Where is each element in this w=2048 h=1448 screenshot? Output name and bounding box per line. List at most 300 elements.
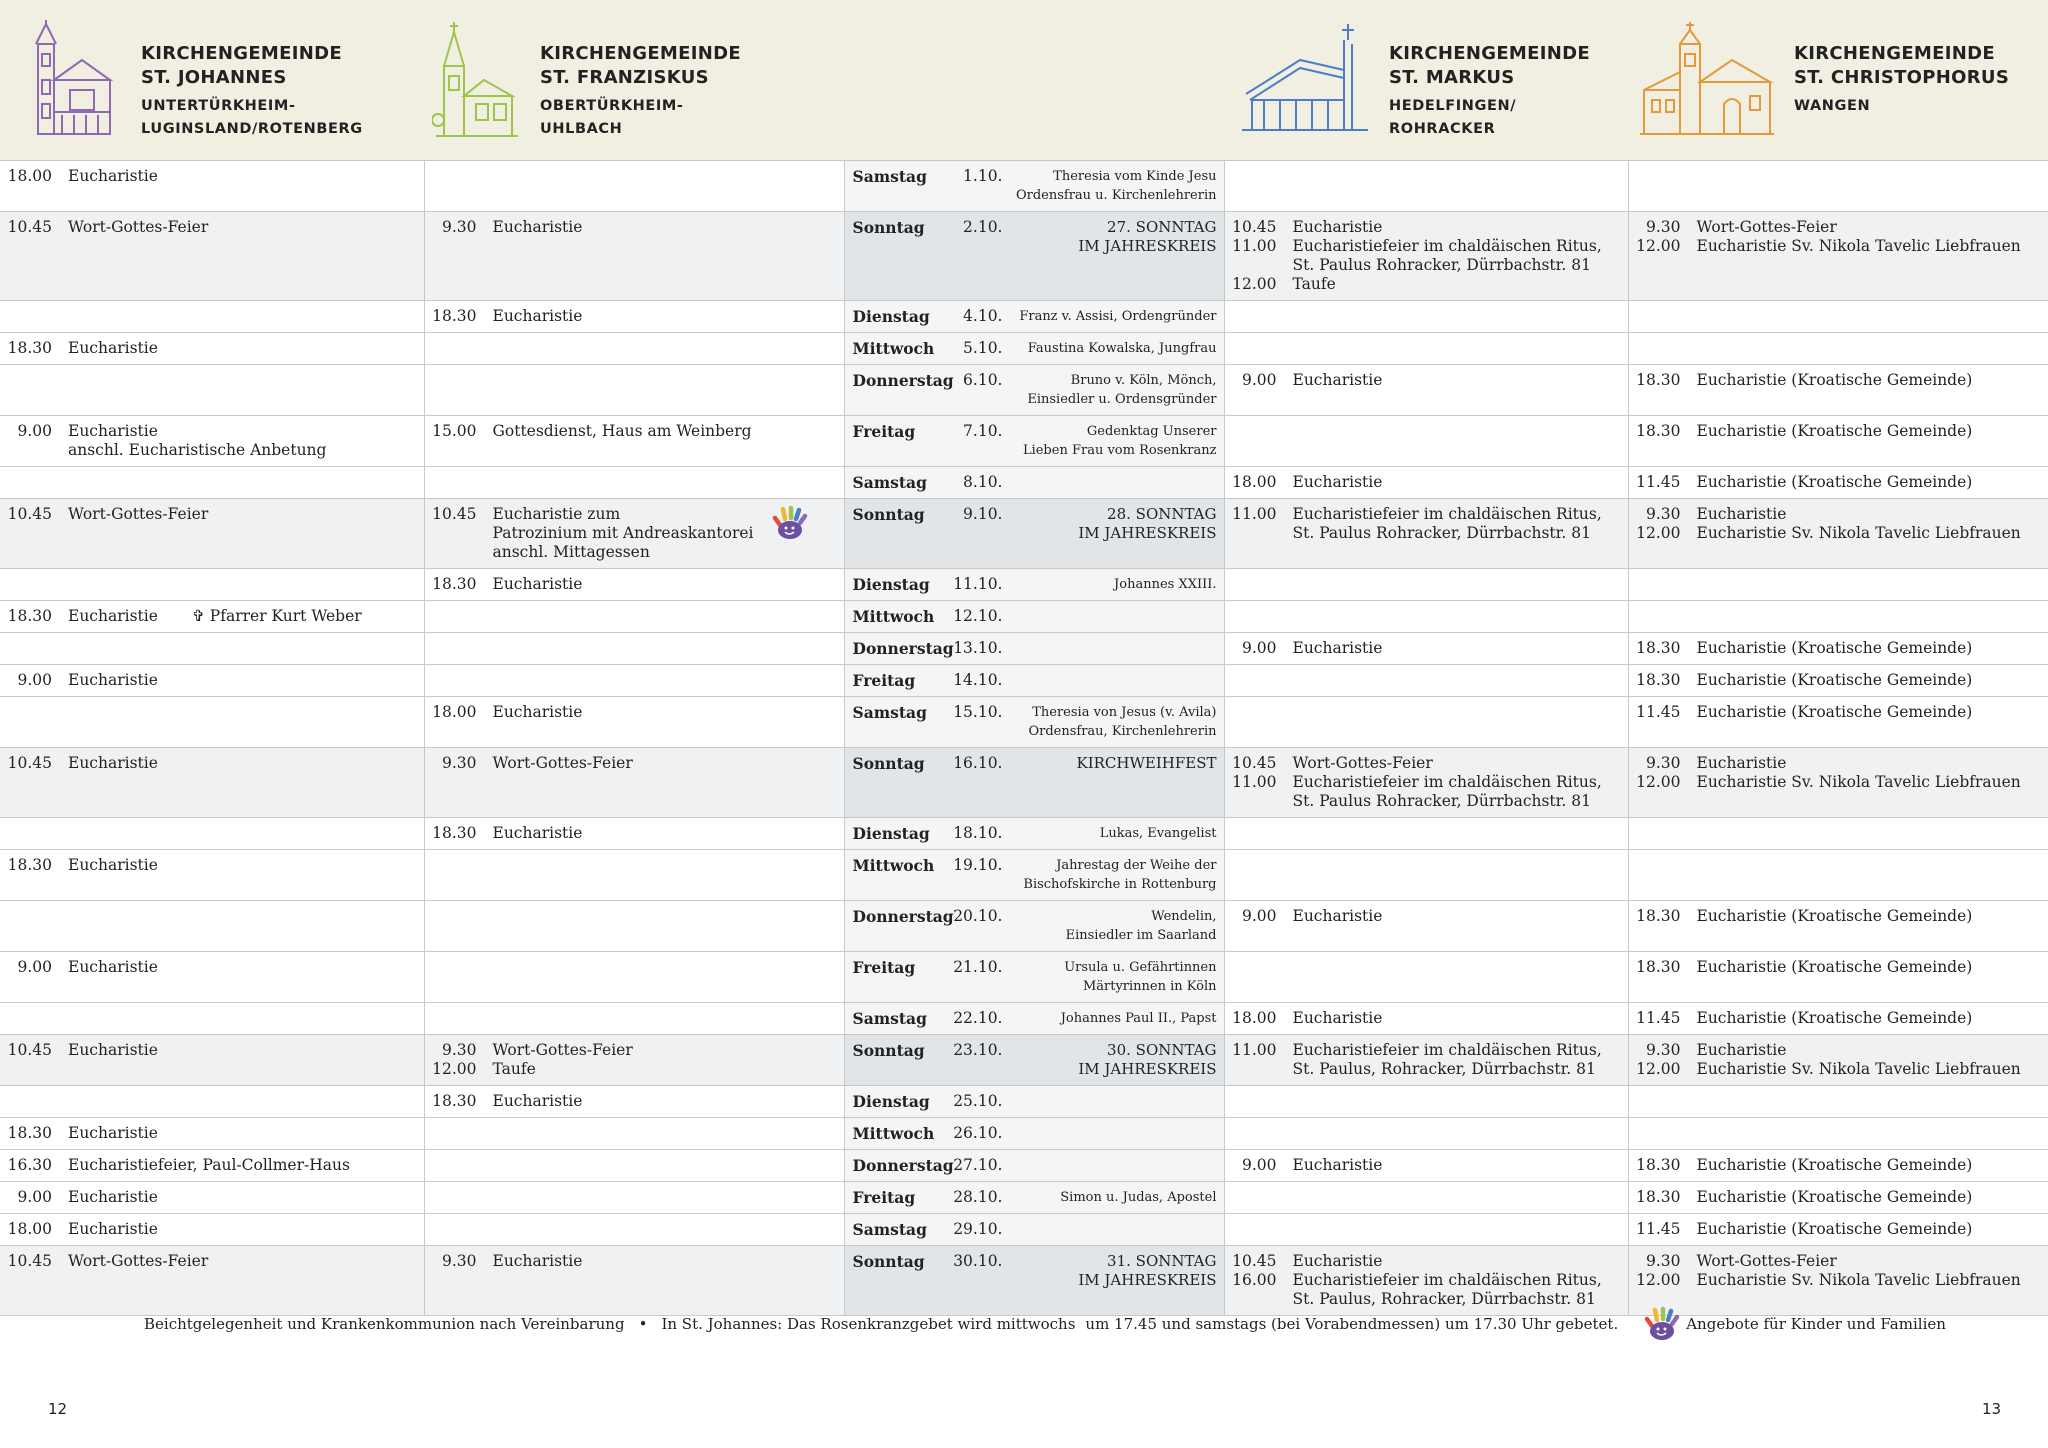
- event-item: [431, 1041, 838, 1060]
- events-johannes: [0, 697, 424, 748]
- event-time: 18.30: [1636, 371, 1681, 389]
- feast-day: [1003, 1124, 1224, 1143]
- schedule-row: [0, 818, 2048, 850]
- event-description: Gottesdienst, Haus am Weinberg: [492, 422, 752, 440]
- schedule-row: [0, 1246, 2048, 1316]
- events-markus: [1224, 1003, 1628, 1035]
- events-markus: [1224, 748, 1628, 818]
- schedule-row: [0, 333, 2048, 365]
- event-time: 11.00: [1232, 1041, 1277, 1059]
- events-christophorus: [1628, 212, 2048, 301]
- parish-name: ST. JOHANNES: [141, 67, 287, 88]
- events-christophorus: [1628, 1003, 2048, 1035]
- parish-title: KIRCHENGEMEINDE: [141, 43, 342, 64]
- date: 7.10.: [963, 422, 1003, 440]
- day-cell: [844, 901, 1224, 952]
- schedule-row: [0, 633, 2048, 665]
- event-description: Eucharistie Sv. Nikola Tavelic Liebfrauen: [1696, 1060, 2021, 1078]
- event-time: 18.30: [1636, 671, 1681, 689]
- hand-icon: [772, 505, 808, 541]
- events-christophorus: [1628, 301, 2048, 333]
- parish-district-2: ROHRACKER: [1389, 121, 1496, 137]
- event-time: 18.30: [1636, 958, 1681, 976]
- events-franziskus: [424, 1086, 844, 1118]
- event-description: Eucharistie: [68, 1124, 158, 1142]
- events-franziskus: [424, 818, 844, 850]
- event-item: [6, 607, 418, 626]
- event-item: [6, 1252, 418, 1271]
- events-markus: [1224, 1035, 1628, 1086]
- events-johannes: [0, 601, 424, 633]
- date: 14.10.: [953, 671, 1003, 689]
- hand-icon: [1644, 1306, 1680, 1342]
- parish-district-2: LUGINSLAND/ROTENBERG: [141, 121, 363, 137]
- event-time: 9.30: [1645, 754, 1681, 772]
- event-time: 18.00: [432, 703, 477, 721]
- day-cell: [844, 818, 1224, 850]
- event-description: Eucharistie: [1292, 218, 1383, 236]
- schedule-row: [0, 467, 2048, 499]
- weekday: Mittwoch: [852, 607, 935, 626]
- event-item: [1635, 473, 2043, 492]
- day-cell: [844, 212, 1224, 301]
- event-item: [1231, 907, 1622, 926]
- event-item: [6, 754, 418, 773]
- date: 1.10.: [963, 167, 1003, 185]
- event-item: [1231, 1041, 1622, 1079]
- event-item: [1635, 1156, 2043, 1175]
- events-christophorus: [1628, 1035, 2048, 1086]
- parish-district: UNTERTÜRKHEIM-: [141, 98, 296, 114]
- feast-day: Gedenktag Unserer Lieben Frau vom Rosenkranz: [1022, 424, 1217, 458]
- event-item: [6, 167, 418, 186]
- event-item: [6, 505, 418, 524]
- date: 13.10.: [953, 639, 1003, 657]
- events-christophorus: [1628, 665, 2048, 697]
- event-item: [1231, 237, 1622, 275]
- events-markus: [1224, 467, 1628, 499]
- date: 28.10.: [953, 1188, 1003, 1206]
- event-item: [1231, 1252, 1622, 1271]
- events-johannes: [0, 850, 424, 901]
- schedule-table: [0, 161, 2048, 1316]
- event-item: [1635, 754, 2043, 773]
- event-description: Eucharistiefeier im chaldäischen Ritus, St. Paulus, Rohracker, Dürrbachstr. 81: [1292, 1271, 1602, 1308]
- events-christophorus: [1628, 1246, 2048, 1316]
- event-description: Eucharistie (Kroatische Gemeinde): [1696, 1156, 1973, 1174]
- event-item: [1635, 218, 2043, 237]
- events-christophorus: [1628, 365, 2048, 416]
- event-item: [1635, 639, 2043, 658]
- event-description: Eucharistiefeier im chaldäischen Ritus, St. Paulus Rohracker, Dürrbachstr. 81: [1292, 505, 1602, 542]
- events-christophorus: [1628, 569, 2048, 601]
- day-cell: [844, 467, 1224, 499]
- header: [0, 0, 2048, 161]
- event-time: 18.00: [1232, 473, 1277, 491]
- parish-district-2: UHLBACH: [540, 121, 623, 137]
- date: 2.10.: [963, 218, 1003, 236]
- feast-day: [1003, 473, 1224, 492]
- events-johannes: [0, 333, 424, 365]
- feast-day: Simon u. Judas, Apostel: [1060, 1190, 1217, 1205]
- event-description: Eucharistie: [1696, 754, 1787, 772]
- event-time: 9.00: [1241, 1156, 1277, 1174]
- event-time: 9.00: [1241, 371, 1277, 389]
- event-item: [6, 856, 418, 875]
- event-description: Eucharistie Sv. Nikola Tavelic Liebfrauen: [1696, 524, 2021, 542]
- events-johannes: [0, 416, 424, 467]
- event-item: [431, 422, 838, 441]
- memorial-note: ✞ Pfarrer Kurt Weber: [191, 607, 362, 625]
- event-description: Eucharistie: [1292, 1009, 1383, 1027]
- date: 15.10.: [953, 703, 1003, 721]
- events-christophorus: [1628, 818, 2048, 850]
- event-description: Eucharistie: [1292, 473, 1383, 491]
- event-item: [1635, 958, 2043, 977]
- event-description: Eucharistie: [492, 218, 583, 236]
- event-item: [1635, 773, 2043, 792]
- event-description: Eucharistie (Kroatische Gemeinde): [1696, 473, 1973, 491]
- event-description: Eucharistie: [1292, 1252, 1383, 1270]
- events-franziskus: [424, 467, 844, 499]
- events-christophorus: [1628, 748, 2048, 818]
- event-description: Eucharistie: [1292, 639, 1383, 657]
- feast-day: Bruno v. Köln, Mönch, Einsiedler u. Ordensgründer: [1027, 373, 1217, 407]
- event-time: 11.45: [1636, 473, 1681, 491]
- events-markus: [1224, 212, 1628, 301]
- footnote-separator: •: [638, 1315, 648, 1333]
- page-number-right: 13: [1982, 1400, 2002, 1418]
- events-johannes: [0, 212, 424, 301]
- parish-name: ST. FRANZISKUS: [540, 67, 709, 88]
- event-item: [1231, 275, 1622, 294]
- event-description: Eucharistiefeier im chaldäischen Ritus, St. Paulus, Rohracker, Dürrbachstr. 81: [1292, 1041, 1602, 1078]
- weekday: Freitag: [852, 422, 916, 441]
- event-time: 16.30: [7, 1156, 52, 1174]
- events-markus: [1224, 697, 1628, 748]
- date: 26.10.: [953, 1124, 1003, 1142]
- events-franziskus: [424, 1246, 844, 1316]
- date: 18.10.: [953, 824, 1003, 842]
- day-cell: [844, 601, 1224, 633]
- weekday: Samstag: [852, 1009, 927, 1028]
- events-markus: [1224, 365, 1628, 416]
- event-time: 12.00: [1636, 773, 1681, 791]
- parish-title: KIRCHENGEMEINDE: [1389, 43, 1590, 64]
- feast-day: Franz v. Assisi, Ordengründer: [1019, 309, 1217, 324]
- feast-day: Johannes XXIII.: [1114, 577, 1217, 592]
- event-item: [1635, 1060, 2043, 1079]
- event-item: [1635, 1252, 2043, 1271]
- weekday: Donnerstag: [852, 907, 954, 926]
- events-christophorus: [1628, 850, 2048, 901]
- schedule-row: [0, 1214, 2048, 1246]
- schedule-row: [0, 1118, 2048, 1150]
- event-time: 9.30: [1645, 505, 1681, 523]
- event-item: [6, 1188, 418, 1207]
- event-description: Eucharistie: [68, 671, 158, 689]
- page-number-left: 12: [48, 1400, 68, 1418]
- weekday: Sonntag: [852, 218, 925, 237]
- feast-day: 31. SONNTAG IM JAHRESKREIS: [1078, 1252, 1217, 1289]
- event-item: [431, 1060, 838, 1079]
- events-christophorus: [1628, 416, 2048, 467]
- events-markus: [1224, 1118, 1628, 1150]
- event-item: [6, 422, 418, 460]
- day-cell: [844, 748, 1224, 818]
- weekday: Samstag: [852, 1220, 927, 1239]
- feast-day: [1003, 1092, 1224, 1111]
- event-time: 18.00: [7, 1220, 52, 1238]
- event-time: 10.45: [7, 1252, 52, 1270]
- event-item: [1635, 422, 2043, 441]
- event-description: Eucharistie: [68, 339, 158, 357]
- church-icon: [432, 20, 522, 142]
- event-item: [6, 1041, 418, 1060]
- events-christophorus: [1628, 1214, 2048, 1246]
- weekday: Samstag: [852, 167, 927, 186]
- event-description: Eucharistie (Kroatische Gemeinde): [1696, 371, 1973, 389]
- event-time: 9.00: [17, 671, 52, 689]
- event-time: 18.30: [432, 575, 477, 593]
- day-cell: [844, 365, 1224, 416]
- event-description: Taufe: [1292, 275, 1336, 293]
- events-johannes: [0, 1182, 424, 1214]
- events-franziskus: [424, 633, 844, 665]
- event-description: Eucharistie zum Patrozinium mit Andreaskantorei anschl. Mittagessen: [492, 505, 754, 561]
- parish-title: KIRCHENGEMEINDE: [540, 43, 741, 64]
- event-item: [6, 671, 418, 690]
- schedule-row: [0, 161, 2048, 212]
- events-franziskus: [424, 748, 844, 818]
- weekday: Dienstag: [852, 824, 930, 843]
- weekday: Freitag: [852, 958, 916, 977]
- event-description: Wort-Gottes-Feier: [492, 754, 633, 772]
- event-time: 11.45: [1636, 1009, 1681, 1027]
- feast-day: Theresia von Jesus (v. Avila) Ordensfrau, Kirchenlehrerin: [1028, 705, 1217, 739]
- events-franziskus: [424, 212, 844, 301]
- day-cell: [844, 1182, 1224, 1214]
- events-johannes: [0, 1214, 424, 1246]
- footnote-kids: Angebote für Kinder und Familien: [1686, 1315, 1946, 1333]
- event-item: [431, 1252, 838, 1271]
- events-johannes: [0, 467, 424, 499]
- feast-day: Ursula u. Gefährtinnen Märtyrinnen in Köln: [1064, 960, 1217, 994]
- event-item: [1635, 237, 2043, 256]
- event-time: 16.00: [1232, 1271, 1277, 1289]
- events-franziskus: [424, 499, 844, 569]
- feast-day: [1003, 671, 1224, 690]
- feast-day: Johannes Paul II., Papst: [1060, 1011, 1217, 1026]
- date: 4.10.: [963, 307, 1003, 325]
- event-item: [431, 703, 838, 722]
- event-time: 10.45: [432, 505, 477, 523]
- schedule-row: [0, 569, 2048, 601]
- events-markus: [1224, 1150, 1628, 1182]
- schedule-row: [0, 697, 2048, 748]
- event-time: 18.30: [7, 1124, 52, 1142]
- footnote-confession: Beichtgelegenheit und Krankenkommunion nach Vereinbarung: [144, 1315, 625, 1333]
- event-time: 11.00: [1232, 237, 1277, 255]
- event-item: [431, 307, 838, 326]
- date: 21.10.: [953, 958, 1003, 976]
- event-time: 10.45: [7, 1041, 52, 1059]
- feast-day: Faustina Kowalska, Jungfrau: [1027, 341, 1217, 356]
- events-christophorus: [1628, 901, 2048, 952]
- events-franziskus: [424, 1003, 844, 1035]
- events-markus: [1224, 601, 1628, 633]
- events-johannes: [0, 748, 424, 818]
- event-item: [6, 1124, 418, 1143]
- day-cell: [844, 569, 1224, 601]
- event-item: [1635, 505, 2043, 524]
- event-description: Eucharistiefeier, Paul-Collmer-Haus: [68, 1156, 350, 1174]
- schedule-row: [0, 416, 2048, 467]
- day-cell: [844, 633, 1224, 665]
- events-christophorus: [1628, 333, 2048, 365]
- day-cell: [844, 952, 1224, 1003]
- event-description: Wort-Gottes-Feier: [1292, 754, 1433, 772]
- event-item: [1231, 218, 1622, 237]
- day-cell: [844, 1035, 1224, 1086]
- day-cell: [844, 1214, 1224, 1246]
- event-description: Eucharistie Sv. Nikola Tavelic Liebfrauen: [1696, 773, 2021, 791]
- events-johannes: [0, 301, 424, 333]
- feast-day: 28. SONNTAG IM JAHRESKREIS: [1078, 505, 1217, 542]
- weekday: Sonntag: [852, 1041, 925, 1060]
- events-johannes: [0, 1246, 424, 1316]
- events-christophorus: [1628, 601, 2048, 633]
- parish-district: OBERTÜRKHEIM-: [540, 98, 684, 114]
- event-time: 12.00: [432, 1060, 477, 1078]
- event-description: Eucharistie (Kroatische Gemeinde): [1696, 703, 1973, 721]
- event-time: 10.45: [7, 218, 52, 236]
- event-item: [431, 218, 838, 237]
- date: 22.10.: [953, 1009, 1003, 1027]
- events-franziskus: [424, 901, 844, 952]
- date: 23.10.: [953, 1041, 1003, 1059]
- event-item: [1635, 524, 2043, 543]
- footnote: [144, 1306, 1946, 1342]
- events-franziskus: [424, 665, 844, 697]
- event-description: Wort-Gottes-Feier: [68, 1252, 209, 1270]
- event-time: 12.00: [1636, 524, 1681, 542]
- event-item: [1635, 671, 2043, 690]
- event-item: [1635, 371, 2043, 390]
- event-item: [431, 575, 838, 594]
- event-item: [1231, 1156, 1622, 1175]
- weekday: Mittwoch: [852, 1124, 935, 1143]
- events-markus: [1224, 665, 1628, 697]
- events-christophorus: [1628, 1118, 2048, 1150]
- events-franziskus: [424, 1150, 844, 1182]
- events-markus: [1224, 1214, 1628, 1246]
- feast-day: [1003, 1220, 1224, 1239]
- schedule-row: [0, 1003, 2048, 1035]
- events-markus: [1224, 1182, 1628, 1214]
- events-christophorus: [1628, 633, 2048, 665]
- weekday: Sonntag: [852, 754, 925, 773]
- date: 30.10.: [953, 1252, 1003, 1270]
- event-description: Eucharistie (Kroatische Gemeinde): [1696, 1220, 1973, 1238]
- date: 6.10.: [963, 371, 1003, 389]
- day-cell: [844, 333, 1224, 365]
- church-icon: [1240, 20, 1370, 138]
- day-cell: [844, 1086, 1224, 1118]
- events-christophorus: [1628, 1182, 2048, 1214]
- event-description: Eucharistie: [492, 1252, 583, 1270]
- day-cell: [844, 1118, 1224, 1150]
- event-time: 9.30: [1645, 218, 1681, 236]
- event-time: 9.00: [17, 1188, 52, 1206]
- event-item: [1231, 371, 1622, 390]
- schedule-row: [0, 952, 2048, 1003]
- event-description: Eucharistie: [68, 958, 158, 976]
- event-item: [1231, 473, 1622, 492]
- event-item: [1635, 1041, 2043, 1060]
- event-item: [6, 958, 418, 977]
- event-description: Eucharistie: [492, 575, 583, 593]
- date: 16.10.: [953, 754, 1003, 772]
- event-item: [1635, 907, 2043, 926]
- event-description: Eucharistie: [1292, 371, 1383, 389]
- events-johannes: [0, 1118, 424, 1150]
- day-cell: [844, 697, 1224, 748]
- event-description: Eucharistie: [68, 167, 158, 185]
- date: 27.10.: [953, 1156, 1003, 1174]
- event-item: [1231, 1009, 1622, 1028]
- event-item: [1231, 1271, 1622, 1309]
- event-item: [431, 1092, 838, 1111]
- event-item: [1635, 703, 2043, 722]
- events-markus: [1224, 569, 1628, 601]
- event-description: Eucharistie: [492, 1092, 583, 1110]
- event-description: Eucharistie: [492, 824, 583, 842]
- event-item: [1635, 1009, 2043, 1028]
- events-christophorus: [1628, 467, 2048, 499]
- event-item: [1231, 754, 1622, 773]
- church-icon: [30, 20, 120, 138]
- events-franziskus: [424, 416, 844, 467]
- event-time: 18.30: [7, 607, 52, 625]
- event-time: 10.45: [1232, 1252, 1277, 1270]
- feast-day: [1003, 1156, 1224, 1175]
- day-cell: [844, 850, 1224, 901]
- events-markus: [1224, 499, 1628, 569]
- events-markus: [1224, 161, 1628, 212]
- schedule-row: [0, 748, 2048, 818]
- events-franziskus: [424, 569, 844, 601]
- weekday: Samstag: [852, 703, 927, 722]
- events-christophorus: [1628, 952, 2048, 1003]
- events-johannes: [0, 499, 424, 569]
- event-time: 18.30: [1636, 639, 1681, 657]
- feast-day: Wendelin, Einsiedler im Saarland: [1065, 909, 1217, 943]
- event-description: Wort-Gottes-Feier: [68, 218, 209, 236]
- events-markus: [1224, 850, 1628, 901]
- feast-day: [1003, 639, 1224, 658]
- event-time: 9.30: [441, 1041, 477, 1059]
- events-christophorus: [1628, 1150, 2048, 1182]
- date: 5.10.: [963, 339, 1003, 357]
- weekday: Samstag: [852, 473, 927, 492]
- event-time: 18.30: [1636, 422, 1681, 440]
- event-description: Eucharistie (Kroatische Gemeinde): [1696, 671, 1973, 689]
- events-johannes: [0, 633, 424, 665]
- event-description: Eucharistie: [1696, 505, 1787, 523]
- events-markus: [1224, 818, 1628, 850]
- events-christophorus: [1628, 1086, 2048, 1118]
